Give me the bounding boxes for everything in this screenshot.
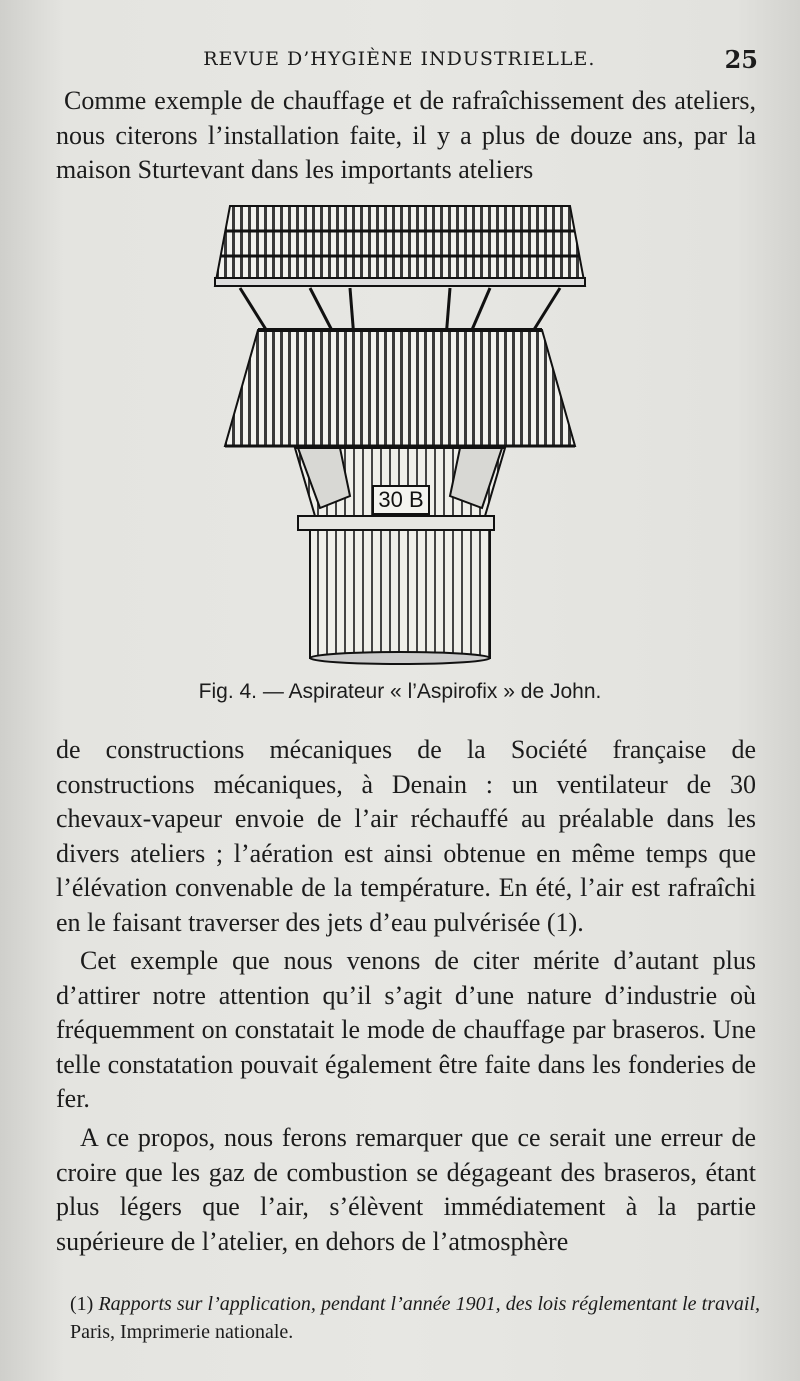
- footnote-title: Rapports sur l’application, pendant l’année 1901, des lois réglementant le travail,: [98, 1293, 760, 1315]
- pipe-part: [310, 530, 490, 664]
- cap-part: [215, 206, 585, 286]
- paragraph-braseros: A ce propos, nous ferons remarquer que ce serait une erreur de croire que les gaz de combustion se dégageant des braseros, étant plus légers que l’air, s’élèvent immédiatement à la partie supérieure de l’atelier, en dehors de l’atmosphère: [56, 1123, 756, 1256]
- footnote: [70, 1290, 760, 1346]
- footnote-publisher: Paris, Imprimerie nationale.: [70, 1321, 294, 1343]
- cone-part: [225, 330, 575, 446]
- figure-caption: Fig. 4. — Aspirateur « l’Aspirofix » de John.: [198, 680, 602, 703]
- footnote-marker: (1): [70, 1293, 94, 1315]
- page-header: [64, 42, 758, 76]
- device-label: 30 B: [378, 487, 424, 512]
- aspirator-illustration: [200, 196, 600, 666]
- page-number: 25: [724, 44, 758, 74]
- skirt-part: [295, 448, 505, 516]
- paragraph-intro: Comme exemple de chauffage et de rafraîchissement des ateliers, nous citerons l’installation faite, il y a plus de douze ans, par la maison Sturtevant dans les importants ateliers: [56, 86, 756, 184]
- running-title: REVUE D’HYGIÈNE INDUSTRIELLE.: [203, 48, 596, 70]
- paragraph-example: Cet exemple que nous venons de citer mérite d’autant plus d’attirer notre attention qu’il s’agit d’une nature d’industrie où fréquemment on constatait le mode de chauffage par braseros. Une telle constatation pouvait également être faite dans les fonderies de fer.: [56, 946, 756, 1113]
- collar-ring: [298, 516, 494, 530]
- paragraph-denain: de constructions mécaniques de la Société française de constructions mécaniques, à Denain : un ventilateur de 30 chevaux-vapeur envoie de l’air réchauffé au préalable dans les divers ateliers ; l’aération est ainsi obtenue en même temps que l’élévation convenable de la température. En été, l’air est rafraîchi en le faisant traverser des jets d’eau pulvérisée (1).: [56, 735, 756, 937]
